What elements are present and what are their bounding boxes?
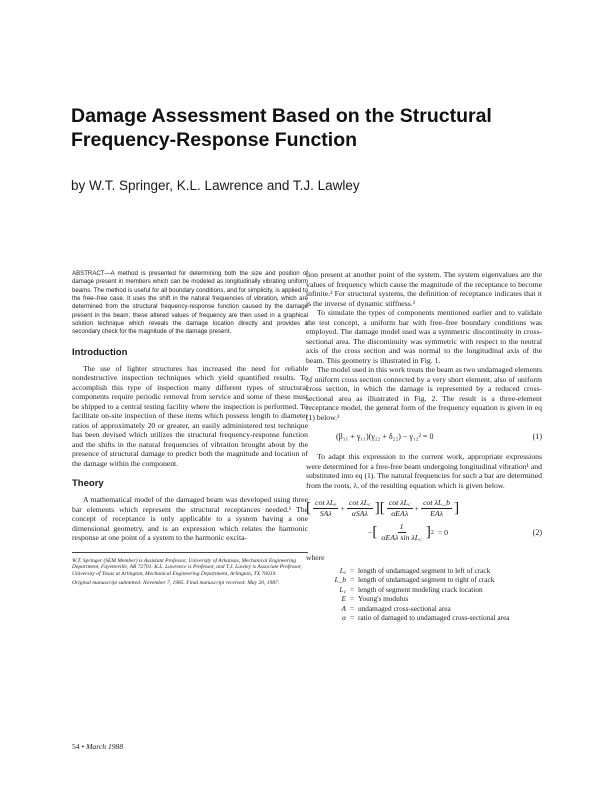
equation-1-expression: (β₁₁ + γ₁₁)(γ₂₂ + δ₂₂) − γ₁₂² = 0 (336, 432, 434, 441)
footnote-affiliation: W.T. Springer (SEM Member) is Assistant Professor, University of Arkansas, Mechanical Engineering Department, Fayetteville, AR 72701. K.L. Lawrence is Professor, and T.J. Lawley is Associate Professor, University of Texas at Arlington, Mechanical Engineering Department, Arlington, TX 76019. (72, 557, 302, 578)
right-column (306, 270, 542, 622)
equation-2: [ $\frac{\text{cot λLₐ}}{\text{SAλ}}$ + $\frac{\text{cot λL꜀}}{\text{αSAλ}}$ ][ $\frac{\text{cot λL꜀}}{\text{αEAλ}}$ + $\frac{\text{cot λL\_b}}{\text{EAλ}}$ ] − [ $\frac{1}{\text{αEAλ sin λL꜀}}$ ] 2 = 0 (2) (306, 498, 542, 542)
eq2-term2-denominator: αSAλ (351, 509, 368, 518)
eq2-term1-numerator: cot λLₐ (315, 498, 337, 507)
theory-paragraph: A mathematical model of the damaged beam was developed using three bar elements which represent the structural receptances needed.¹ The concept of receptance is only applicable to a system having a one dimensional geometry, and is an expression which relates the harmonic response at one point of a system to the harmonic excita- (72, 495, 308, 543)
nomenclature-item: α = ratio of damaged to undamaged cross-sectional area (342, 613, 510, 623)
article-authors: by W.T. Springer, K.L. Lawrence and T.J. Lawley (71, 178, 360, 193)
section-heading-introduction: Introduction (72, 346, 128, 358)
model-paragraph: To simulate the types of components mentioned earlier and to validate the test concept, a uniform bar with free–free boundary conditions was employed. The damage model used was a symmetric discontinuity in cross-sectional area. The discontinuity was symmetric with respect to the neutral axis of the cross section and was normal to the longitudinal axis of the beam. This geometry is illustrated in Fig. 1. (306, 308, 542, 365)
section-heading-theory: Theory (72, 478, 104, 490)
equation-1-number: (1) (532, 432, 542, 441)
eq2-term4-denominator: EAλ (430, 509, 444, 518)
left-column (72, 270, 308, 589)
eq2-term2-numerator: cot λL꜀ (348, 498, 371, 507)
footer-bullet: • (81, 742, 85, 751)
adaptation-paragraph: To adapt this expression to the current work, appropriate expressions were determined for a free-free beam undergoing longitudinal vibration¹ and substituted into eq (1). The natural frequencies for such a bar are determined from the roots, λ, of the resulting equation which is given below. (306, 452, 542, 490)
eq2-rhs: = 0 (437, 527, 449, 537)
nomenclature-item: Lₐ = length of undamaged segment to left of crack (339, 566, 491, 575)
abstract: ABSTRACT—A method is presented for determining both the size and position of damage present in members which can be modeled as longitudinally vibrating uniform beams. The method is useful for all boundary conditions, and for simplicity, is applied to the free–free case. It uses the shift in the natural frequencies of vibration, which are determined from the structural frequency-response function caused by the damage present in the beam; these altered values of frequency are then used in a graphical solution technique which reveals the damage location directly and provides a secondary check for the magnitude of the damage present. (72, 270, 308, 336)
eq2-term3-numerator: cot λL꜀ (388, 498, 411, 507)
intro-paragraph: The use of lighter structures has increased the need for reliable nondestructive inspection techniques which yield quantified results. To accomplish this type of inspection many different types of structural components require periodic removal from service and some of these must be shipped to a central testing facility where the inspection is performed. To facilitate on-site inspection of these items which possess length to diameter ratios of approximately 20 or greater, an easily administered test technique has been devised which utilizes the structural frequency-response function and the shifts in the natural frequencies of vibration brought about by the presence of structural damage to predict both the magnitude and location of the damage within the component. (72, 363, 308, 468)
article-title: Damage Assessment Based on the Structural Frequency-Response Function (71, 105, 492, 151)
nomenclature-item: E = Young's modulus (341, 594, 409, 604)
nomenclature-list (306, 566, 542, 622)
page-number: 54 (72, 742, 80, 751)
issue-date: March 1988 (86, 742, 124, 751)
equation-1 (306, 432, 542, 441)
eq2-term5-numerator: 1 (399, 522, 404, 531)
nomenclature-item: A = undamaged cross-sectional area (341, 603, 451, 613)
receptance-paragraph: tion present at another point of the system. The system eigenvalues are the values of frequency which cause the magnitude of the receptance to become infinite.² For structural systems, the definition of receptance indicates that it is the inverse of dynamic stiffness.³ (306, 270, 542, 308)
where-label: where (306, 553, 325, 562)
nomenclature-item: L_b = length of undamaged segment to right of crack (334, 575, 495, 585)
three-element-paragraph: The model used in this work treats the beam as two undamaged elements of uniform cross section connected by a very short element, also of uniform cross section, in which the damage is represented by a reduced cross-sectional area as illustrated in Fig. 2. The result is a three-element receptance model, the general form of the frequency equation is given in eq (1) below.² (306, 365, 542, 422)
eq2-term3-denominator: αEAλ (391, 509, 409, 518)
nomenclature-item: L꜀ = length of segment modeling crack location (339, 584, 483, 594)
footnote-submission: Original manuscript submitted: November 7, 1985. Final manuscript received: May 20, 1987. (72, 579, 280, 586)
page-footer (72, 742, 123, 751)
equation-2-number: (2) (532, 527, 542, 537)
eq2-term5-denominator: αEAλ sin λL꜀ (381, 533, 422, 542)
author-footnote (72, 552, 308, 587)
eq2-term4-numerator: cot λL_b (423, 498, 451, 507)
eq2-term1-denominator: SAλ (319, 509, 332, 518)
